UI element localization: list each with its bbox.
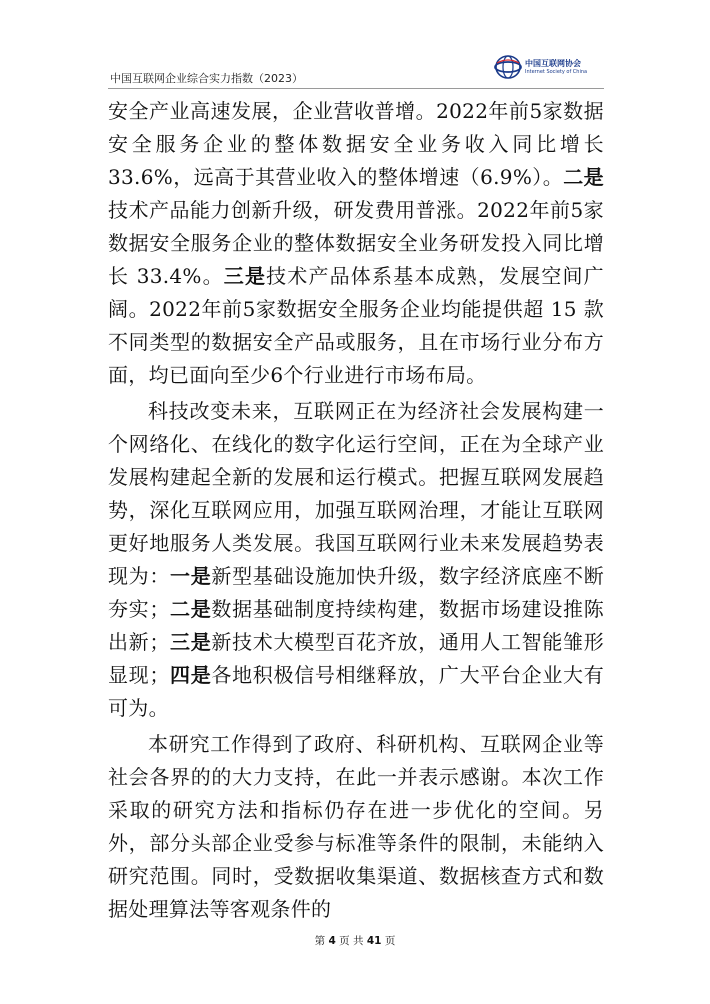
page-footer [0,933,710,948]
header-divider [108,88,604,89]
bold-enumerator: 一是 [170,564,212,588]
footer-suffix: 页 [384,935,396,947]
text-run: 本研究工作得到了政府、科研机构、互联网企业等社会各界的的大力支持，在此一并表示感谢。本次工作采取的研究方法和指标仍存在进一步优化的空间。另外，部分头部企业受参与标准等条件的限制，未能纳入研究范围。同时，受数据收集渠道、数据核查方式和数据处理算法等客观条件的 [108,732,604,921]
current-page-number: 4 [328,935,336,947]
text-run: 新技术大模型百花齐放，通用人工智能雏形显现； [108,630,604,687]
bold-enumerator: 三是 [169,630,212,654]
footer-prefix: 第 [314,935,326,947]
text-run: 各地积极信号相继释放，广大平台企业大有可为。 [108,663,604,720]
paragraph [108,728,604,926]
footer-middle: 页 共 [339,935,364,947]
text-run: 新型基础设施加快升级，数字经济底座不断夯实； [108,564,604,621]
total-page-count: 41 [366,935,382,947]
bold-enumerator: 三是 [223,264,267,288]
isc-logo [494,54,604,82]
document-title: 中国互联网企业综合实力指数（2023） [110,72,303,85]
text-run: 数据基础制度持续构建，数据市场建设推陈出新； [108,597,604,654]
text-run: 安全产业高速发展，企业营收普增。2022年前5家数据安全服务企业的整体数据安全业务收入同比增长 33.6%，远高于其营业收入的整体增速（6.9%）。 [108,99,604,189]
bold-enumerator: 二是 [563,165,604,189]
body-text [108,95,604,929]
bold-enumerator: 四是 [169,663,212,687]
text-run: 科技改变未来，互联网正在为经济社会发展构建一个网络化、在线化的数字化运行空间，正在为全球产业发展构建起全新的发展和运行模式。把握互联网发展趋势，深化互联网应用，加强互联网治理，才能让互联网更好地服务人类发展。我国互联网行业未来发展趋势表现为： [108,399,604,588]
bold-enumerator: 二是 [169,597,212,621]
paragraph [108,395,604,725]
globe-icon [494,54,522,80]
logo-chinese-text: 中国互联网协会 [525,59,581,68]
logo-english-text: Internet Society of China [525,69,588,75]
text-run: 技术产品能力创新升级，研发费用普涨。2022年前5家数据安全服务企业的整体数据安全业务研发投入同比增长 33.4%。 [108,198,604,288]
text-run: 技术产品体系基本成熟，发展空间广阔。2022年前5家数据安全服务企业均能提供超 15 款不同类型的数据安全产品或服务，且在市场行业分布方面，均已面向至少6个行业进行市场布局。 [108,264,604,387]
paragraph [108,95,604,392]
